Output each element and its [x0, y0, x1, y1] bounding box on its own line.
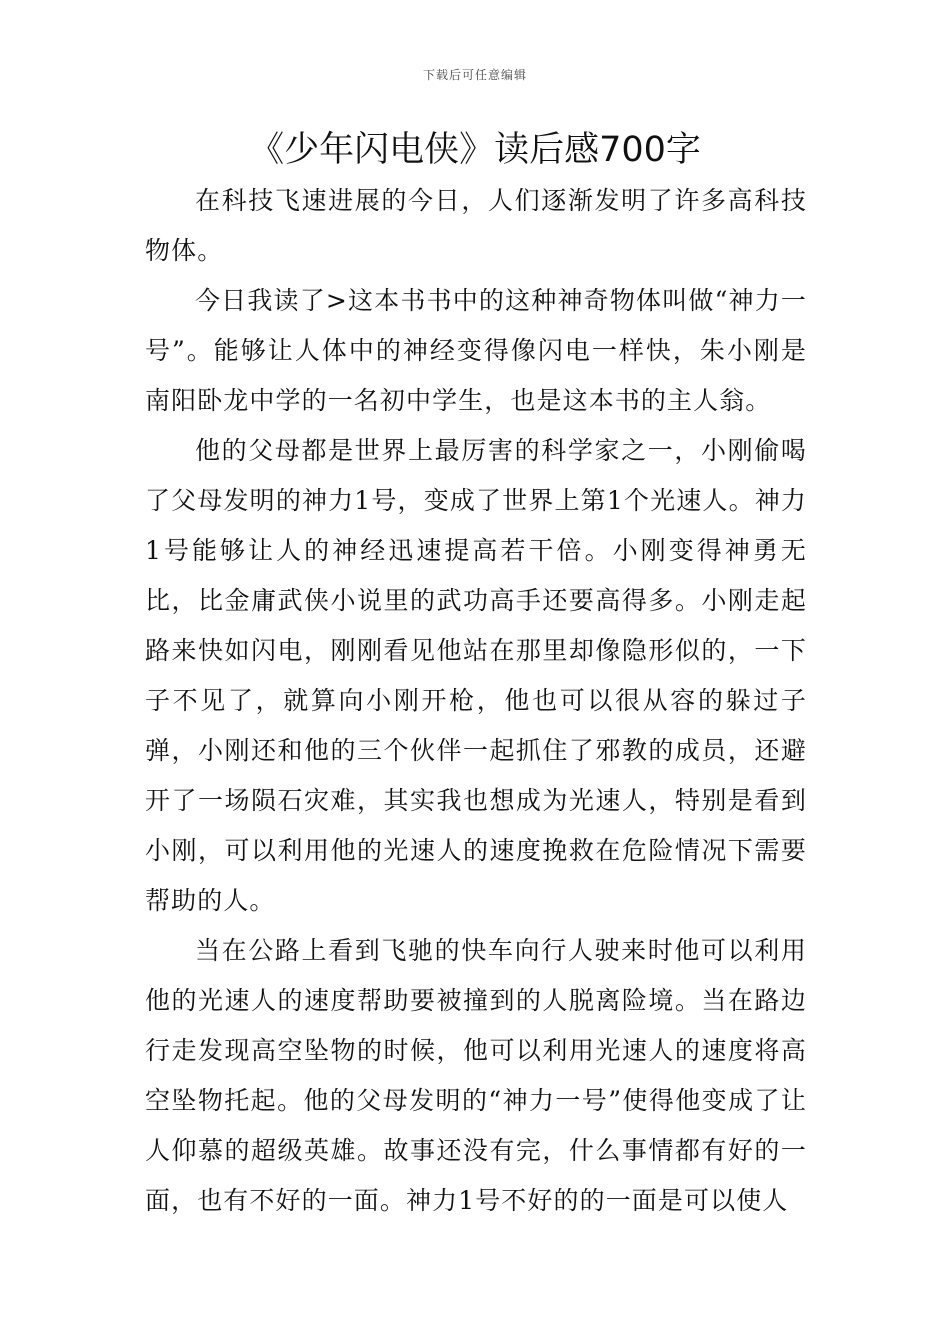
paragraph-3: 他的父母都是世界上最厉害的科学家之一，小刚偷喝了父母发明的神力1号，变成了世界上第1个光速人。神力1号能够让人的神经迅速提高若干倍。小刚变得神勇无比，比金庸武侠小说里的武功高手还要高得多。小刚走起路来快如闪电，刚刚看见他站在那里却像隐形似的，一下子不见了，就算向小刚开枪，他也可以很从容的躲过子弹，小刚还和他的三个伙伴一起抓住了邪教的成员，还避开了一场陨石灾难，其实我也想成为光速人，特别是看到小刚，可以利用他的光速人的速度挽救在危险情况下需要帮助的人。 — [145, 436, 807, 915]
document-body — [145, 176, 807, 1226]
header-note: 下载后可任意编辑 — [422, 68, 527, 82]
paragraph-2: 今日我读了>这本书书中的这种神奇物体叫做“神力一号”。能够让人体中的神经变得像闪电一样快，朱小刚是南阳卧龙中学的一名初中学生，也是这本书的主人翁。 — [145, 286, 807, 415]
paragraph-1: 在科技飞速进展的今日，人们逐渐发明了许多高科技物体。 — [145, 186, 807, 265]
document-title: 《少年闪电侠》读后感700字 — [249, 130, 701, 170]
paragraph-4: 当在公路上看到飞驰的快车向行人驶来时他可以利用他的光速人的速度帮助要被撞到的人脱离险境。当在路边行走发现高空坠物的时候，他可以利用光速人的速度将高空坠物托起。他的父母发明的“神力一号”使得他变成了让人仰慕的超级英雄。故事还没有完，什么事情都有好的一面，也有不好的一面。神力1号不好的的一面是可以使人 — [145, 936, 807, 1215]
